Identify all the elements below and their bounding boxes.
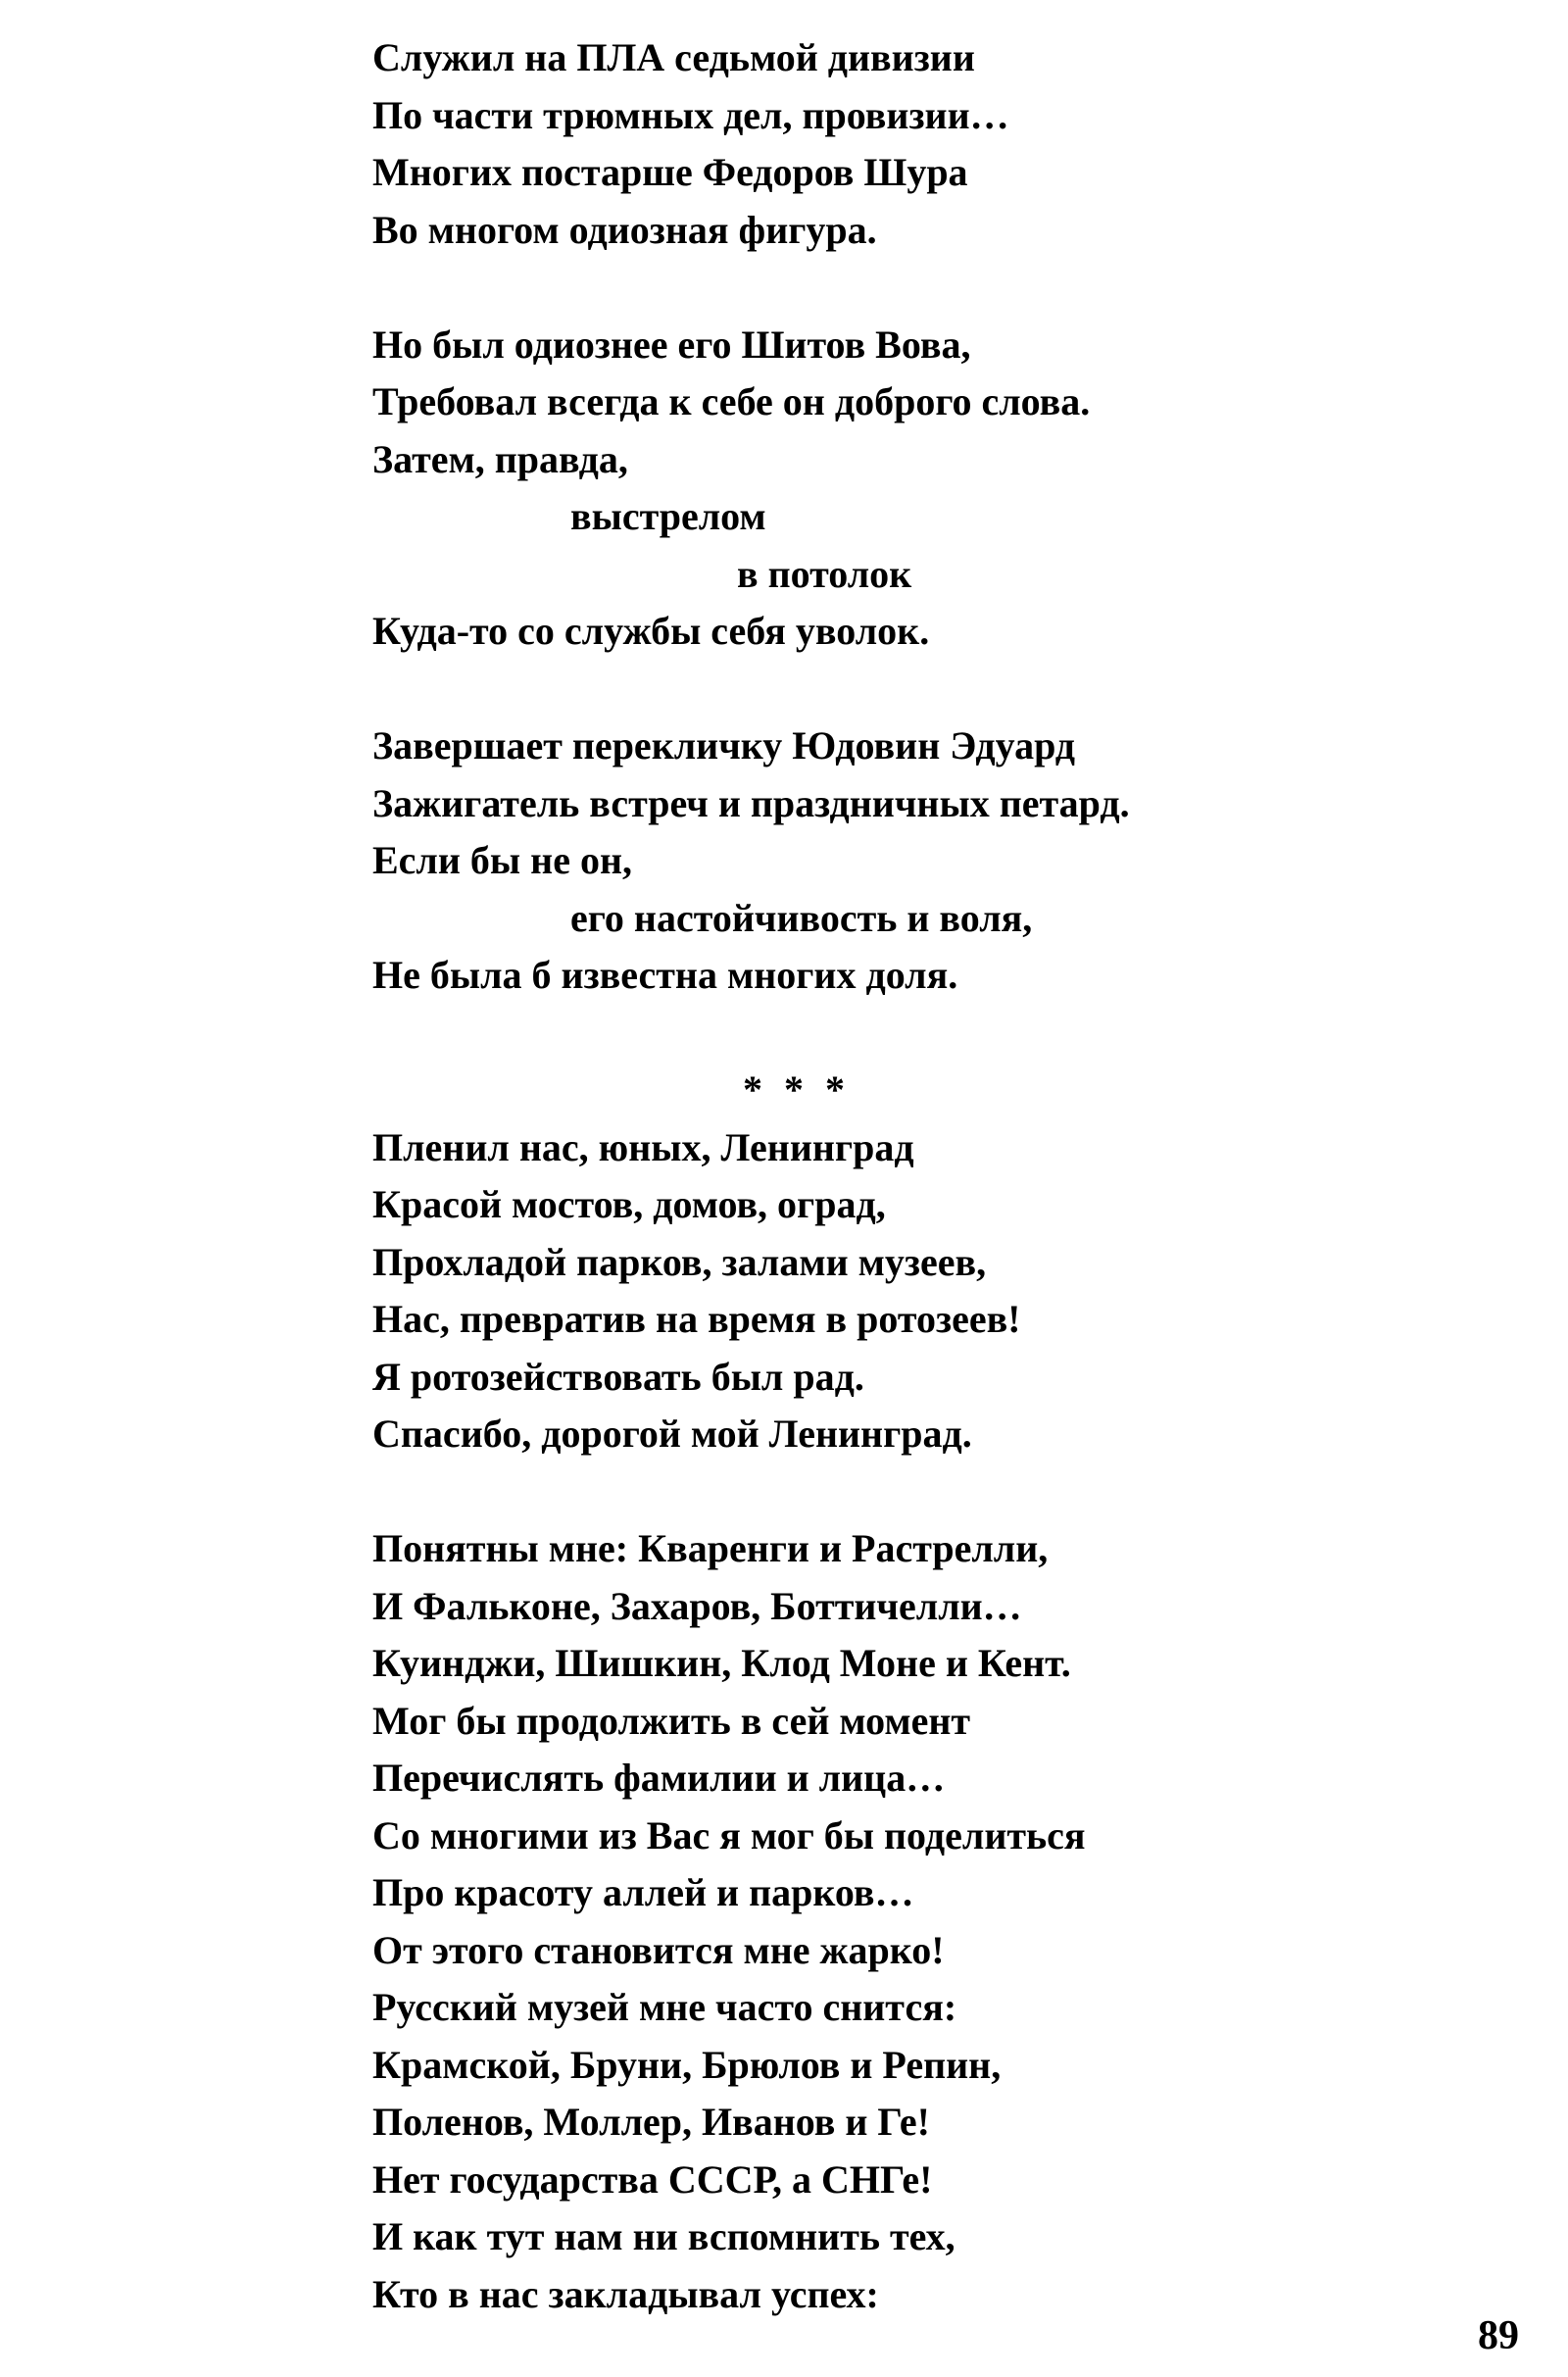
poem-line: Нет государства СССР, а СНГе!	[372, 2156, 933, 2202]
poem-line: Красой мостов, домов, оград,	[372, 1182, 886, 1226]
poem-line: Если бы не он,	[372, 838, 632, 882]
poem-line: Поленов, Моллер, Иванов и Ге!	[372, 2100, 930, 2144]
poem-line: Со многими из Вас я мог бы поделиться	[372, 1812, 1086, 1857]
poem-line: Понятны мне: Кваренги и Растрелли,	[372, 1526, 1049, 1570]
poem-line: Кто в нас закладывал успех:	[372, 2271, 879, 2316]
poem-line: выстрелом	[570, 494, 766, 538]
poem-line: Зажигатель встреч и праздничных петард.	[372, 780, 1130, 825]
poem-line: Пленил нас, юных, Ленинград	[372, 1124, 914, 1169]
poem-line: От этого становится мне жарко!	[372, 1927, 945, 1972]
poem-line: Требовал всегда к себе он доброго слова.	[372, 379, 1091, 423]
poem-line: И Фальконе, Захаров, Боттичелли…	[372, 1583, 1022, 1628]
poem-text	[372, 29, 1352, 2323]
poem-line: По части трюмных дел, провизии…	[372, 92, 1009, 137]
poem-line: его настойчивость и воля,	[570, 895, 1033, 940]
section-separator: * * *	[743, 1067, 851, 1112]
stanza-gap	[372, 661, 1352, 718]
poem-line: Спасибо, дорогой мой Ленинград.	[372, 1411, 972, 1456]
poem-line: в потолок	[737, 551, 912, 596]
poem-line: Не была б известна многих доля.	[372, 953, 958, 997]
stanza-gap	[372, 1463, 1352, 1521]
poem-line: Перечислять фамилии и лица…	[372, 1756, 946, 1800]
poem-line: Прохладой парков, залами музеев,	[372, 1239, 987, 1284]
poem-line: Я ротозействовать был рад.	[372, 1354, 864, 1399]
poem-line: И как тут нам ни вспомнить тех,	[372, 2214, 956, 2258]
poem-line: Завершает перекличку Юдовин Эдуард	[372, 723, 1076, 768]
poem-line: Служил на ПЛА седьмой дивизии	[372, 35, 975, 79]
page-number: 89	[1478, 2313, 1519, 2358]
poem-line: Мог бы продолжить в сей момент	[372, 1698, 971, 1743]
poem-line: Куинджи, Шишкин, Клод Моне и Кент.	[372, 1641, 1071, 1685]
poem-line: Про красоту аллей и парков…	[372, 1870, 914, 1914]
poem-line: Во многом одиозная фигура.	[372, 207, 877, 252]
poem-line: Затем, правда,	[372, 436, 628, 481]
poem-line: Русский музей мне часто снится:	[372, 1985, 957, 2029]
poem-line: Многих постарше Федоров Шура	[372, 150, 968, 194]
stanza-gap	[372, 259, 1352, 317]
poem-line: Крамской, Бруни, Брюлов и Репин,	[372, 2042, 1002, 2087]
poem-line: Куда-то со службы себя уволок.	[372, 609, 930, 653]
poem-line: Нас, превратив на время в ротозеев!	[372, 1297, 1021, 1341]
stanza-gap	[372, 1005, 1352, 1063]
poem-line: Но был одиознее его Шитов Вова,	[372, 322, 971, 367]
